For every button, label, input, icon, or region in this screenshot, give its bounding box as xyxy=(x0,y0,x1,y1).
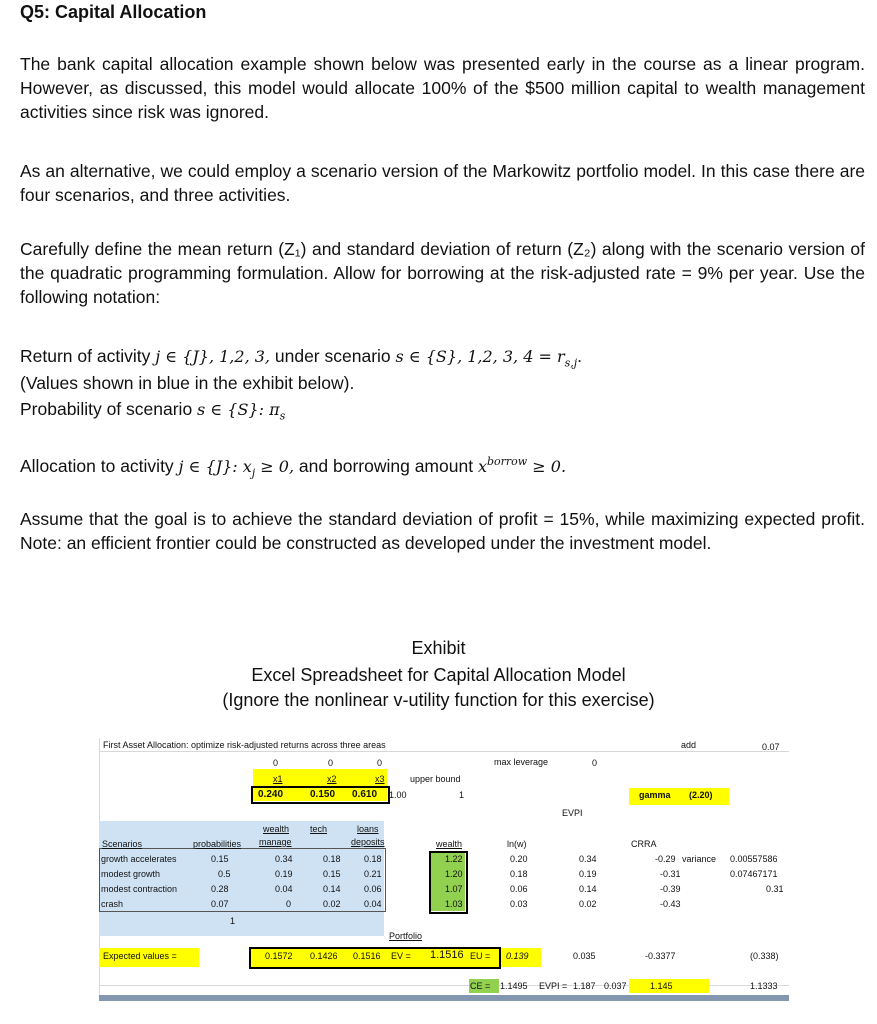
green-value: 1.145 xyxy=(650,981,673,991)
ce-label: CE = xyxy=(470,981,491,991)
scenario-prob: 0.5 xyxy=(218,869,231,879)
activity-header-loans: loans xyxy=(357,824,379,834)
gamma-label: gamma xyxy=(639,790,671,800)
probability-notation: Probability of scenario s ∈ {S}: $\pi_s$ xyxy=(20,399,286,423)
question-title: Q5: Capital Allocation xyxy=(20,2,207,22)
evpi-value: 0.14 xyxy=(579,884,597,894)
portfolio-label: Portfolio xyxy=(389,931,423,941)
exhibit-label: Exhibit xyxy=(411,638,466,658)
crra-value: -0.29 xyxy=(655,854,676,864)
crra-label: CRRA xyxy=(631,839,657,849)
crra-expected: -0.3377 xyxy=(645,951,676,961)
return-loans: 0.18 xyxy=(364,854,382,864)
wealth-value: 1.22 xyxy=(445,854,463,864)
lnw-value: 0.20 xyxy=(510,854,528,864)
activity-header-tech: tech xyxy=(310,824,328,834)
allocation-x1: 0.240 xyxy=(258,789,284,800)
variance-value: 0.00557586 xyxy=(730,854,778,864)
return-loans: 0.04 xyxy=(364,899,382,909)
return-loans: 0.21 xyxy=(364,869,382,879)
sheet-header: First Asset Allocation: optimize risk-adjusted returns across three areas xyxy=(103,740,386,750)
exhibit-title: Excel Spreadsheet for Capital Allocation Model xyxy=(251,665,626,685)
scenarios-label: Scenarios xyxy=(102,839,143,849)
ev-label: EV = xyxy=(391,951,411,961)
definition-paragraph: Carefully define the mean return (Z₁) and standard deviation of return (Z₂) along with the scenario version of the quadratic programming formulation. Allow for borrowing at the risk-adjusted rate = 9% per year. Use the following notation: xyxy=(20,239,865,307)
expected-tech: 0.1426 xyxy=(310,951,338,961)
lnw-value: 0.03 xyxy=(510,899,528,909)
evpi-value: 0.02 xyxy=(579,899,597,909)
scenario-name: crash xyxy=(101,899,124,909)
lnw-value: 0.06 xyxy=(510,884,528,894)
max-leverage-label: max leverage xyxy=(494,757,549,767)
zero-cell: 0 xyxy=(377,758,383,768)
return-tech: 0.18 xyxy=(323,854,341,864)
evpi-value: 0.19 xyxy=(579,869,597,879)
evpi-expected: 0.035 xyxy=(573,951,596,961)
expected-loans: 0.1516 xyxy=(353,951,381,961)
return-loans: 0.06 xyxy=(364,884,382,894)
wealth-value: 1.20 xyxy=(445,869,463,879)
evpi2-diff: 0.037 xyxy=(604,981,627,991)
add-value: 0.07 xyxy=(762,742,780,752)
allocation-x2: 0.150 xyxy=(310,789,336,800)
activity-header-wealth: wealth xyxy=(263,824,290,834)
eu-label: EU = xyxy=(470,951,491,961)
evpi2-value: 1.187 xyxy=(573,981,596,991)
allocation-x3: 0.610 xyxy=(352,789,378,800)
wealth-value: 1.07 xyxy=(445,884,463,894)
var-label-x1: x1 xyxy=(273,774,283,784)
scenario-name: modest growth xyxy=(101,869,161,879)
wealth-label: wealth xyxy=(436,839,463,849)
gamma-value: (2.20) xyxy=(689,790,713,800)
alternative-paragraph: As an alternative, we could employ a scenario version of the Markowitz portfolio model. In this case there are four scenarios, and three activities. xyxy=(20,161,865,205)
expected-values-label: Expected values = xyxy=(103,951,177,961)
activity-header-manage: manage xyxy=(259,837,292,847)
lnw-label: ln(w) xyxy=(507,839,527,849)
crra-value: -0.43 xyxy=(660,899,681,909)
last-value: 1.1333 xyxy=(750,981,778,991)
scenario-prob: 0.15 xyxy=(211,854,229,864)
last-expected: (0.338) xyxy=(750,951,779,961)
spreadsheet xyxy=(99,738,789,1002)
eu-value: 0.139 xyxy=(506,951,529,961)
lnw-value: 0.18 xyxy=(510,869,528,879)
prob-sum: 1 xyxy=(230,916,236,926)
values-note: (Values shown in blue in the exhibit below). xyxy=(20,373,355,393)
allocation-notation: Allocation to activity j ∈ {J}: $x_j \ge 0$, and borrowing amount $x^{borrow} \ge 0$. xyxy=(20,455,567,480)
intro-paragraph: The bank capital allocation example shown below was presented early in the course as a linear program. However, as discussed, this model would allocate 100% of the $500 million capital to wealth management activities since risk was ignored. xyxy=(20,54,865,122)
evpi-label: EVPI xyxy=(562,808,583,818)
zero-cell: 0 xyxy=(273,758,279,768)
return-notation: Return of activity j ∈ {J}, 1,2, 3, under scenario s ∈ {S}, 1,2, 3, $4 = r_{s,j}$. xyxy=(20,346,583,370)
zero-cell: 0 xyxy=(328,758,334,768)
return-wealth: 0 xyxy=(286,899,292,909)
scenario-name: growth accelerates xyxy=(101,854,177,864)
upper-bound-value: 1 xyxy=(459,790,465,800)
add-label: add xyxy=(681,740,697,750)
sd-value: 0.07467171 xyxy=(730,869,778,879)
var-label-x2: x2 xyxy=(327,774,337,784)
var-label-x3: x3 xyxy=(375,774,385,784)
evpi2-label: EVPI = xyxy=(539,981,568,991)
ev-value: 1.1516 xyxy=(430,949,464,961)
allocation-sum: 1.00 xyxy=(389,790,407,800)
max-leverage-value: 0 xyxy=(592,758,598,768)
crra-value: -0.31 xyxy=(660,869,681,879)
upper-bound-label: upper bound xyxy=(410,774,461,784)
goal-paragraph: Assume that the goal is to achieve the standard deviation of profit = 15%, while maximizing expected profit. Note: an efficient frontier could be constructed as developed under the investment model. xyxy=(20,509,865,553)
return-wealth: 0.19 xyxy=(275,869,293,879)
scenario-prob: 0.28 xyxy=(211,884,229,894)
return-tech: 0.15 xyxy=(323,869,341,879)
ratio-value: 0.31 xyxy=(766,884,784,894)
scenario-name: modest contraction xyxy=(101,884,178,894)
sheet-bottom-bar xyxy=(99,995,789,1001)
return-wealth: 0.34 xyxy=(275,854,293,864)
ce-value: 1.1495 xyxy=(500,981,528,991)
return-wealth: 0.04 xyxy=(275,884,293,894)
expected-wealth: 0.1572 xyxy=(265,951,293,961)
scenario-prob: 0.07 xyxy=(211,899,229,909)
return-tech: 0.02 xyxy=(323,899,341,909)
variance-label: variance xyxy=(682,854,717,864)
probabilities-label: probabilities xyxy=(193,839,242,849)
return-tech: 0.14 xyxy=(323,884,341,894)
activity-header-deposits: deposits xyxy=(351,837,385,847)
crra-value: -0.39 xyxy=(660,884,681,894)
evpi-value: 0.34 xyxy=(579,854,597,864)
wealth-value: 1.03 xyxy=(445,899,463,909)
exhibit-subtitle: (Ignore the nonlinear v-utility function for this exercise) xyxy=(222,690,655,710)
